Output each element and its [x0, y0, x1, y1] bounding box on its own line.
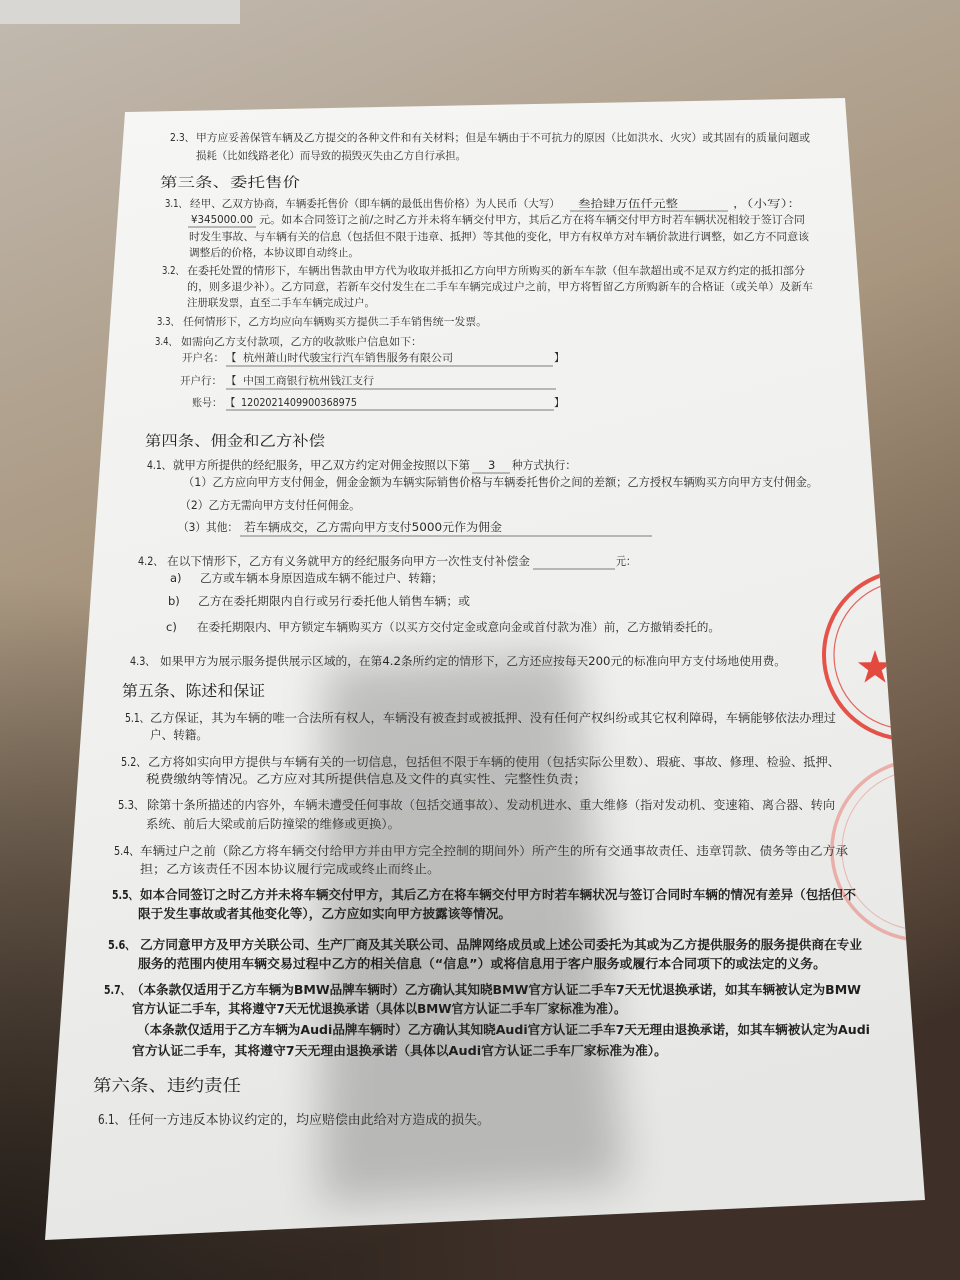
option-3-value: 若车辆成交，乙方需向甲方支付5000元作为佣金	[244, 520, 503, 534]
clause-4-3	[130, 654, 786, 668]
clause-line: 官方认证二手车，其将遵守7天无理由退换承诺（具体以Audi官方认证二手车厂家标准为准）。	[132, 1043, 667, 1058]
clause-number: 3.3、	[157, 316, 179, 328]
bank-label: 开户行：	[180, 375, 222, 387]
clause-line: 调整后的价格，本协议即自动终止。	[189, 247, 357, 259]
clause-line: 就甲方所提供的经纪服务，甲乙双方约定对佣金按照以下第	[173, 458, 471, 472]
clause-line: 经甲、乙双方协商，车辆委托售价（即车辆的最低出售价格）为人民币（大写）	[190, 198, 558, 210]
clause-line: 担；乙方该责任不因本协议履行完成或终止而终止。	[140, 862, 417, 876]
list-item: 乙方或车辆本身原因造成车辆不能过户、转籍；	[200, 571, 443, 585]
list-marker: b)	[168, 594, 180, 608]
clause-line: 种方式执行：	[512, 458, 576, 472]
clause-line: 任何情形下，乙方均应向车辆购买方提供二手车销售统一发票。	[183, 316, 477, 328]
account-name-label: 开户名：	[182, 352, 224, 364]
clause-line: 系统、前后大梁或前后防撞梁的维修或更换）。	[146, 817, 393, 831]
clause-line: （本条款仅适用于乙方车辆为BMW品牌车辆时）乙方确认其知晓BMW官方认证二手车7天无忧退换承诺，如其车辆被认定为BMW	[131, 982, 862, 997]
clause-number: 5.6、	[108, 937, 135, 952]
bracket-open: 【	[225, 397, 236, 409]
clause-line: 乙方保证，其为车辆的唯一合法所有权人，车辆没有被查封或被抵押、没有任何产权纠纷或其它权利障碍，车辆能够依法办理过	[150, 711, 823, 725]
list-item: 在委托期限内、甲方锁定车辆购买方（以买方交付定金或意向金或首付款为准）前，乙方撤销委托的。	[197, 620, 720, 634]
clause-line: 服务的范围内使用车辆交易过程中乙方的相关信息（“信息”）或将信息用于客户服务或履行本合同项下的或法定的义务。	[138, 956, 826, 971]
clause-line: 的，则多退少补）。乙方同意，若新车交付发生在二手车车辆完成过户之前，甲方将暂留乙方所购新车的合格证（或关单）及新车	[187, 281, 781, 293]
option-2: （2）乙方无需向甲方支付任何佣金。	[180, 498, 360, 512]
price-in-words: 叁拾肆万伍仟元整	[578, 198, 662, 210]
bracket-open: 【	[226, 352, 237, 364]
clause-line: 除第十条所描述的内容外，车辆未遭受任何事故（包括交通事故）、发动机进水、重大维修（指对发动机、变速箱、离合器、转向	[147, 798, 826, 812]
option-3-label: （3）其他：	[178, 520, 238, 534]
bank-value: 中国工商银行杭州钱江支行	[243, 375, 369, 387]
account-number-label: 账号：	[192, 397, 222, 409]
clause-line: 如需向乙方支付款项，乙方的收款账户信息如下：	[181, 336, 412, 348]
selected-option: 3	[488, 458, 496, 472]
clause-line: 元。如本合同签订之前/之时乙方并未将车辆交付甲方，其后乙方在将车辆交付甲方时若车辆状况相较于签订合同	[259, 214, 778, 226]
clause-number: 5.1、	[125, 711, 149, 725]
clause-number: 4.2、	[138, 554, 163, 568]
clause-number: 3.2、	[162, 265, 184, 277]
article-5-heading: 第五条、陈述和保证	[122, 682, 265, 700]
clause-number: 5.5、	[112, 887, 138, 902]
clause-line: 损耗（比如线路老化）而导致的损毁灭失由乙方自行承担。	[196, 150, 469, 162]
list-marker: a)	[170, 571, 182, 585]
clause-line: 户、转籍。	[150, 728, 211, 742]
clause-line: 如本合同签订之时乙方并未将车辆交付甲方，其后乙方在将车辆交付甲方时若车辆状况与签订合同时车辆的情况有差异（包括但不	[138, 887, 857, 902]
clause-line: 如果甲方为展示服务提供展示区域的，在第4.2条所约定的情形下，乙方还应按每天200元的标准向甲方支付场地使用费。	[160, 654, 786, 668]
object-top-left	[0, 0, 240, 24]
clause-line: 官方认证二手车，其将遵守7天无忧退换承诺（具体以BMW官方认证二手车厂家标准为准）。	[132, 1001, 626, 1016]
clause-number: 4.3、	[130, 654, 155, 668]
clause-line: 限于发生事故或者其他变化等），乙方应如实向甲方披露该等情况。	[138, 906, 511, 921]
clause-line: 乙方将如实向甲方提供与车辆有关的一切信息，包括但不限于车辆的使用（包括实际公里数）、瑕疵、事故、修理、检验、抵押、	[148, 755, 827, 769]
clause-line: 元：	[616, 554, 636, 568]
clause-number: 3.1、	[165, 198, 187, 210]
clause-6-1	[98, 1112, 493, 1128]
clause-line: 车辆过户之前（除乙方将车辆交付给甲方并由甲方完全控制的期间外）所产生的所有交通事故责任、违章罚款、债务等由乙方承	[140, 844, 813, 858]
bracket-open: 【	[226, 375, 237, 387]
article-6-heading: 第六条、违约责任	[93, 1076, 241, 1095]
clause-number: 6.1、	[98, 1113, 125, 1128]
clause-line: 注册联发票，直至二手车车辆完成过户。	[187, 297, 376, 309]
clause-line: 时发生事故、与车辆有关的信息（包括但不限于违章、抵押）等其他的变化，甲方有权单方对车辆价款进行调整，如乙方不同意该	[189, 231, 788, 243]
clause-line: ，（小写）：	[733, 198, 786, 210]
clause-number: 5.4、	[114, 844, 139, 858]
article-4-heading: 第四条、佣金和乙方补偿	[145, 434, 305, 450]
clause-line: （本条款仅适用于乙方车辆为Audi品牌车辆时）乙方确认其知晓Audi官方认证二手车7天无理由退换承诺，如其车辆被认定为Audi	[137, 1022, 870, 1037]
option-1: （1）乙方应向甲方支付佣金，佣金金额为车辆实际销售价格与车辆委托售价之间的差额；乙方授权车辆购买方向甲方支付佣金。	[183, 475, 818, 489]
account-number-value: 1202021409900368975	[241, 397, 357, 409]
clause-number: 5.2、	[121, 755, 146, 769]
clause-3-3	[157, 315, 487, 328]
clause-number: 4.1、	[147, 458, 171, 472]
bracket-close: 】	[554, 397, 565, 409]
clause-number: 5.3、	[118, 798, 144, 812]
price-in-figures: ¥345000.00	[191, 214, 253, 226]
clause-number: 3.4、	[155, 336, 177, 348]
list-marker: c)	[166, 620, 177, 634]
account-name-value: 杭州萧山时代骏宝行汽车销售服务有限公司	[243, 352, 443, 364]
clause-number: 2.3、	[170, 132, 194, 144]
clause-line: 乙方同意甲方及甲方关联公司、生产厂商及其关联公司、品牌网络成员或上述公司委托为其或为乙方提供服务的服务提供商在专业	[140, 937, 863, 952]
article-3-heading: 第三条、委托售价	[160, 175, 268, 191]
clause-line: 在委托处置的情形下，车辆出售款由甲方代为收取并抵扣乙方向甲方所购买的新车车款（但车款超出或不足双方约定的抵扣部分	[187, 265, 775, 277]
list-item: 乙方在委托期限内自行或另行委托他人销售车辆；或	[198, 594, 471, 608]
clause-line: 甲方应妥善保管车辆及乙方提交的各种文件和有关材料；但是车辆由于不可抗力的原因（比如洪水、火灾）或其固有的质量问题或	[196, 132, 795, 144]
bracket-close: 】	[554, 352, 565, 364]
clause-line: 税费缴纳等情况。乙方应对其所提供信息及文件的真实性、完整性负责；	[146, 772, 531, 786]
clause-line: 任何一方违反本协议约定的，均应赔偿由此给对方造成的损失。	[128, 1113, 493, 1128]
clause-number: 5.7、	[104, 982, 130, 997]
clause-line: 在以下情形下，乙方有义务就甲方的经纪服务向甲方一次性支付补偿金	[167, 554, 531, 568]
